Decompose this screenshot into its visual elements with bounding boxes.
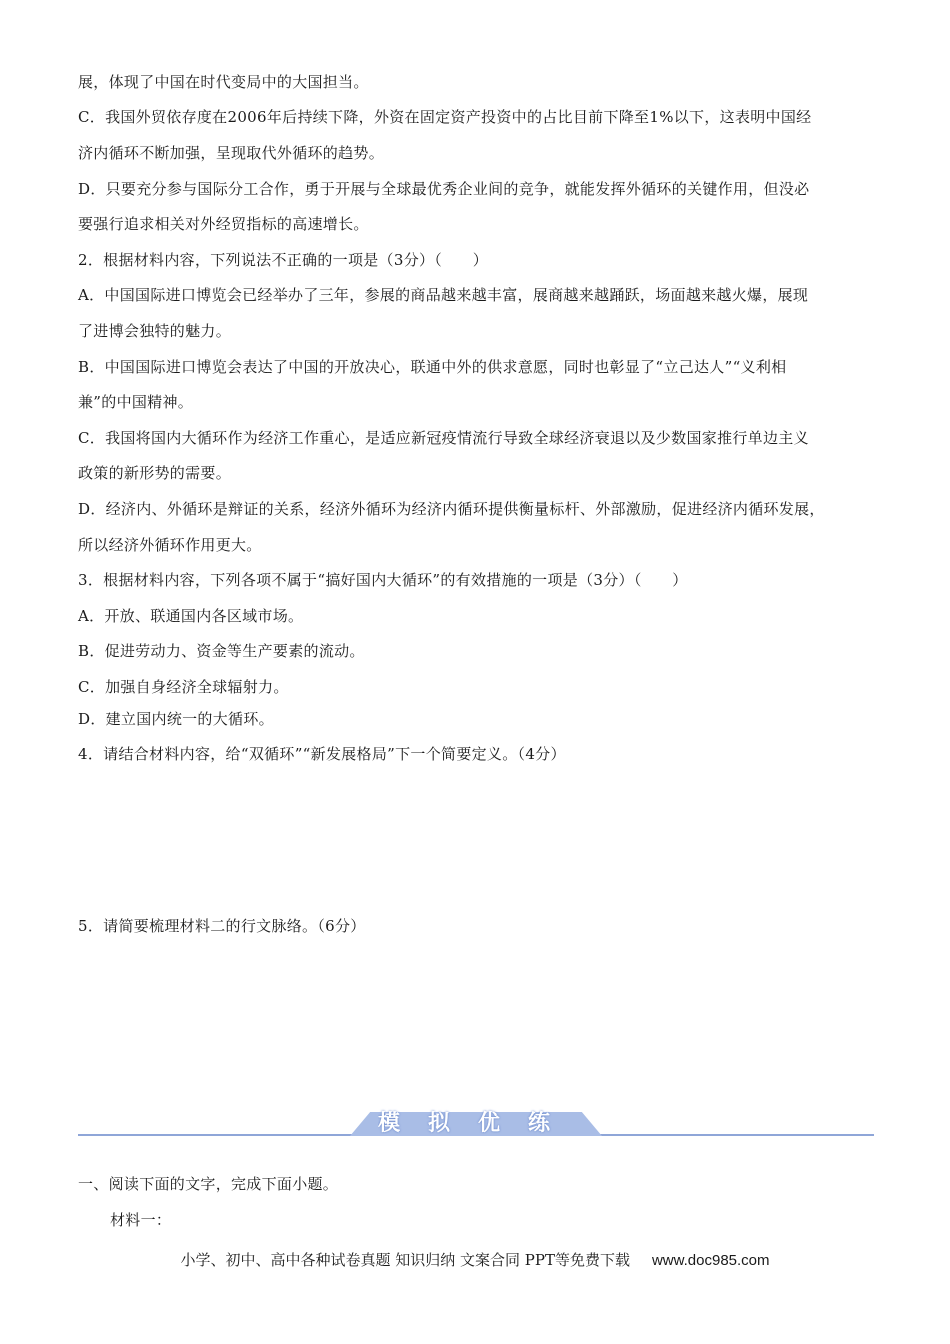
- text-line: 了进博会独特的魅力。: [78, 322, 232, 340]
- page-footer: [0, 1250, 950, 1271]
- text-line: 济内循环不断加强，呈现取代外循环的趋势。: [78, 144, 385, 162]
- material-label: 材料一：: [110, 1211, 172, 1229]
- option-d-line: D．经济内、外循环是辩证的关系，经济外循环为经济内循环提供衡量标杆、外部激励，促进经济内循环发展，: [78, 500, 825, 518]
- text-line: 要强行追求相关对外经贸指标的高速增长。: [78, 215, 369, 233]
- text-line: 所以经济外循环作用更大。: [78, 536, 262, 554]
- option-c-line: C．加强自身经济全球辐射力。: [78, 678, 289, 696]
- text-line: 展，体现了中国在时代变局中的大国担当。: [78, 73, 369, 91]
- question-4: 4．请结合材料内容，给“双循环”“新发展格局”下一个简要定义。（4分）: [78, 745, 566, 763]
- option-b-line: B．促进劳动力、资金等生产要素的流动。: [78, 642, 365, 660]
- option-a-line: A．开放、联通国内各区域市场。: [78, 607, 304, 625]
- option-d-line: D．只要充分参与国际分工合作，勇于开展与全球最优秀企业间的竞争，就能发挥外循环的关键作用，但没必: [78, 180, 810, 198]
- section-banner: [78, 1112, 874, 1152]
- section-heading: 一、阅读下面的文字，完成下面小题。: [78, 1175, 339, 1193]
- option-a-line: A．中国国际进口博览会已经举办了三年，参展的商品越来越丰富，展商越来越踊跃，场面越来越火爆，展现: [78, 286, 809, 304]
- banner-title: 模拟优练: [378, 1111, 578, 1134]
- question-5: 5．请简要梳理材料二的行文脉络。（6分）: [78, 917, 366, 935]
- option-c-line: C．我国将国内大循环作为经济工作重心，是适应新冠疫情流行导致全球经济衰退以及少数国家推行单边主义: [78, 429, 809, 447]
- text-line: 兼”的中国精神。: [78, 393, 194, 411]
- option-d-line: D．建立国内统一的大循环。: [78, 710, 274, 728]
- option-c-line: C．我国外贸依存度在2006年后持续下降，外资在固定资产投资中的占比目前下降至1%以下，这表明中国经: [78, 108, 812, 126]
- question-3: 3．根据材料内容，下列各项不属于“搞好国内大循环”的有效措施的一项是（3分）（ ）: [78, 571, 688, 589]
- text-line: 政策的新形势的需要。: [78, 464, 232, 482]
- option-b-line: B．中国国际进口博览会表达了中国的开放决心，联通中外的供求意愿，同时也彰显了“立己达人”“义利相: [78, 358, 787, 376]
- footer-text: 小学、初中、高中各种试卷真题 知识归纳 文案合同 PPT等免费下载: [180, 1251, 630, 1269]
- question-2: 2．根据材料内容，下列说法不正确的一项是（3分）（ ）: [78, 251, 488, 269]
- footer-url[interactable]: www.doc985.com: [651, 1252, 770, 1269]
